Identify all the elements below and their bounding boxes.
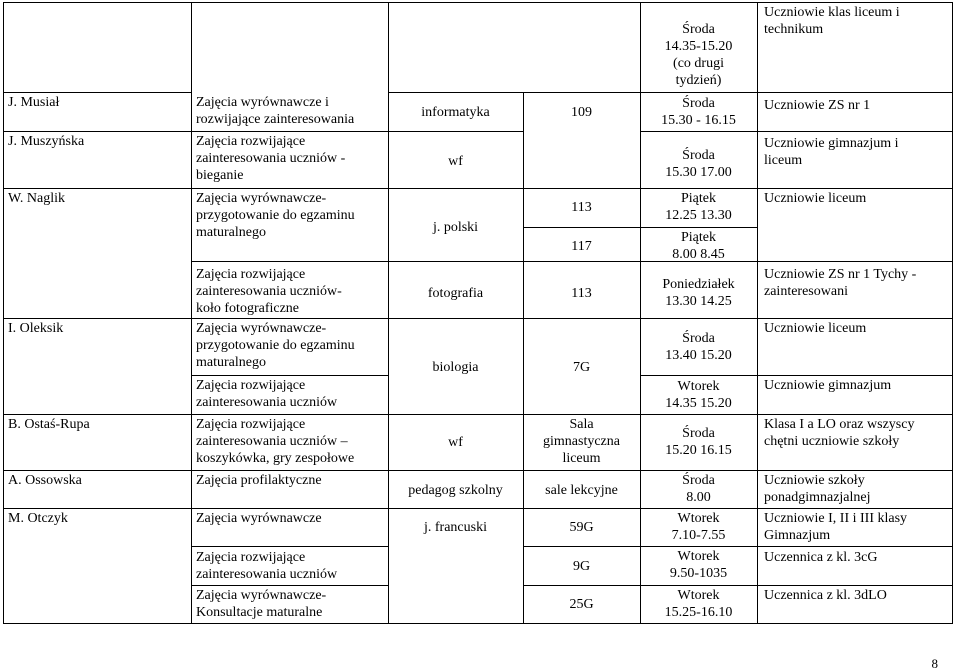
subject-name: j. polski xyxy=(432,220,479,235)
activity-name: Zajęcia wyrównawcze i rozwijające zainteresowania xyxy=(196,95,355,127)
teacher-name: B. Ostaś-Rupa xyxy=(8,417,90,432)
subject-name: wf xyxy=(448,154,463,169)
row-divider xyxy=(388,318,640,319)
subject-name: fotografia xyxy=(427,286,484,301)
student-group: Uczniowie ZS nr 1 xyxy=(764,98,871,113)
room-name: sale lekcyjne xyxy=(545,483,618,498)
row-divider xyxy=(640,188,953,189)
subject-name: j. francuski xyxy=(424,520,487,535)
time-slot: Poniedziałek 13.30 14.25 xyxy=(662,277,735,309)
page-number: 8 xyxy=(931,656,938,671)
time-slot: Piątek 12.25 13.30 xyxy=(665,191,732,223)
student-group: Uczniowie klas liceum i technikum xyxy=(764,5,900,37)
room-name: 113 xyxy=(571,286,592,301)
student-group: Uczniowie liceum xyxy=(764,321,867,336)
time-slot: Wtorek 9.50-1035 xyxy=(669,549,728,581)
student-group: Uczniowie gimnazjum i liceum xyxy=(764,136,899,168)
column-divider xyxy=(757,2,758,624)
student-group: Uczennica z kl. 3dLO xyxy=(764,588,887,603)
row-divider xyxy=(388,414,640,415)
activity-name: Zajęcia wyrównawcze- Konsultacje maturalne xyxy=(196,588,327,620)
time-slot: Środa 15.20 16.15 xyxy=(665,426,732,458)
row-divider xyxy=(388,470,640,471)
time-slot: Wtorek 7.10-7.55 xyxy=(671,511,726,543)
room-name: 109 xyxy=(571,105,592,120)
column-divider xyxy=(523,92,524,623)
row-divider xyxy=(640,131,953,132)
row-divider xyxy=(3,318,191,319)
row-divider xyxy=(523,546,640,547)
activity-name: Zajęcia rozwijające zainteresowania uczniów - bieganie xyxy=(196,134,346,183)
activity-name: Zajęcia rozwijające zainteresowania uczniów- koło fotograficzne xyxy=(196,267,342,316)
activity-name: Zajęcia wyrównawcze xyxy=(196,511,322,526)
activity-name: Zajęcia rozwijające zainteresowania uczniów xyxy=(196,550,338,582)
row-divider xyxy=(191,188,388,189)
row-divider xyxy=(388,188,640,189)
table-border xyxy=(3,2,953,3)
room-name: 9G xyxy=(572,559,591,574)
row-divider xyxy=(191,375,388,376)
room-name: 25G xyxy=(569,597,594,612)
row-divider xyxy=(640,227,757,228)
column-divider xyxy=(191,2,192,624)
activity-name: Zajęcia wyrównawcze- przygotowanie do egzaminu maturalnego xyxy=(196,321,355,370)
teacher-name: A. Ossowska xyxy=(8,473,82,488)
row-divider xyxy=(191,585,388,586)
row-divider xyxy=(640,546,953,547)
row-divider xyxy=(3,470,388,471)
subject-name: pedagog szkolny xyxy=(408,483,503,498)
student-group: Uczniowie I, II i III klasy Gimnazjum xyxy=(764,511,908,543)
time-slot: Piątek 8.00 8.45 xyxy=(672,230,725,262)
row-divider xyxy=(640,470,953,471)
row-divider xyxy=(3,92,191,93)
room-name: 59G xyxy=(569,520,594,535)
table-border xyxy=(3,2,4,624)
row-divider xyxy=(640,508,953,509)
time-slot: Środa 14.35-15.20 (co drugi tydzień) xyxy=(664,22,733,88)
time-slot: Środa 15.30 17.00 xyxy=(665,148,732,180)
table-border xyxy=(952,2,953,624)
row-divider xyxy=(3,131,191,132)
teacher-name: M. Otczyk xyxy=(8,511,68,526)
row-divider xyxy=(523,585,640,586)
student-group: Uczniowie liceum xyxy=(764,191,867,206)
student-group: Uczniowie ZS nr 1 Tychy - zainteresowani xyxy=(764,267,917,299)
student-group: Uczennica z kl. 3cG xyxy=(764,550,878,565)
row-divider xyxy=(191,131,388,132)
teacher-name: J. Muszyńska xyxy=(8,134,85,149)
activity-name: Zajęcia rozwijające zainteresowania uczniów xyxy=(196,378,338,410)
teacher-name: I. Oleksik xyxy=(8,321,64,336)
row-divider xyxy=(640,414,953,415)
room-name: 117 xyxy=(571,239,592,254)
time-slot: Środa 8.00 xyxy=(682,473,715,505)
time-slot: Środa 15.30 - 16.15 xyxy=(661,96,736,128)
table-border xyxy=(3,623,953,624)
row-divider xyxy=(3,508,388,509)
student-group: Uczniowie szkoły ponadgimnazjalnej xyxy=(764,473,871,505)
activity-name: Zajęcia profilaktyczne xyxy=(196,473,322,488)
row-divider xyxy=(640,585,953,586)
row-divider xyxy=(388,92,640,93)
time-slot: Wtorek 15.25-16.10 xyxy=(664,588,733,620)
student-group: Klasa I a LO oraz wszyscy chętni uczniowie szkoły xyxy=(764,417,915,449)
row-divider xyxy=(3,414,388,415)
activity-name: Zajęcia wyrównawcze- przygotowanie do egzaminu maturalnego xyxy=(196,191,355,240)
row-divider xyxy=(388,508,640,509)
row-divider xyxy=(191,546,388,547)
row-divider xyxy=(3,188,191,189)
room-name: 7G xyxy=(572,360,591,375)
teacher-name: W. Naglik xyxy=(8,191,66,206)
subject-name: informatyka xyxy=(421,105,490,120)
row-divider xyxy=(523,227,640,228)
activity-name: Zajęcia rozwijające zainteresowania uczniów – koszykówka, gry zespołowe xyxy=(196,417,355,466)
room-name: Sala gimnastyczna liceum xyxy=(543,417,620,466)
teacher-name: J. Musiał xyxy=(8,95,60,110)
time-slot: Środa 13.40 15.20 xyxy=(665,331,732,363)
row-divider xyxy=(388,261,640,262)
time-slot: Wtorek 14.35 15.20 xyxy=(665,379,732,411)
room-name: 113 xyxy=(571,200,592,215)
student-group: Uczniowie gimnazjum xyxy=(764,378,892,393)
row-divider xyxy=(388,131,523,132)
subject-name: biologia xyxy=(432,360,479,375)
row-divider xyxy=(640,318,953,319)
row-divider xyxy=(640,92,953,93)
row-divider xyxy=(191,261,388,262)
row-divider xyxy=(191,318,388,319)
subject-name: wf xyxy=(448,435,463,450)
row-divider xyxy=(640,375,953,376)
